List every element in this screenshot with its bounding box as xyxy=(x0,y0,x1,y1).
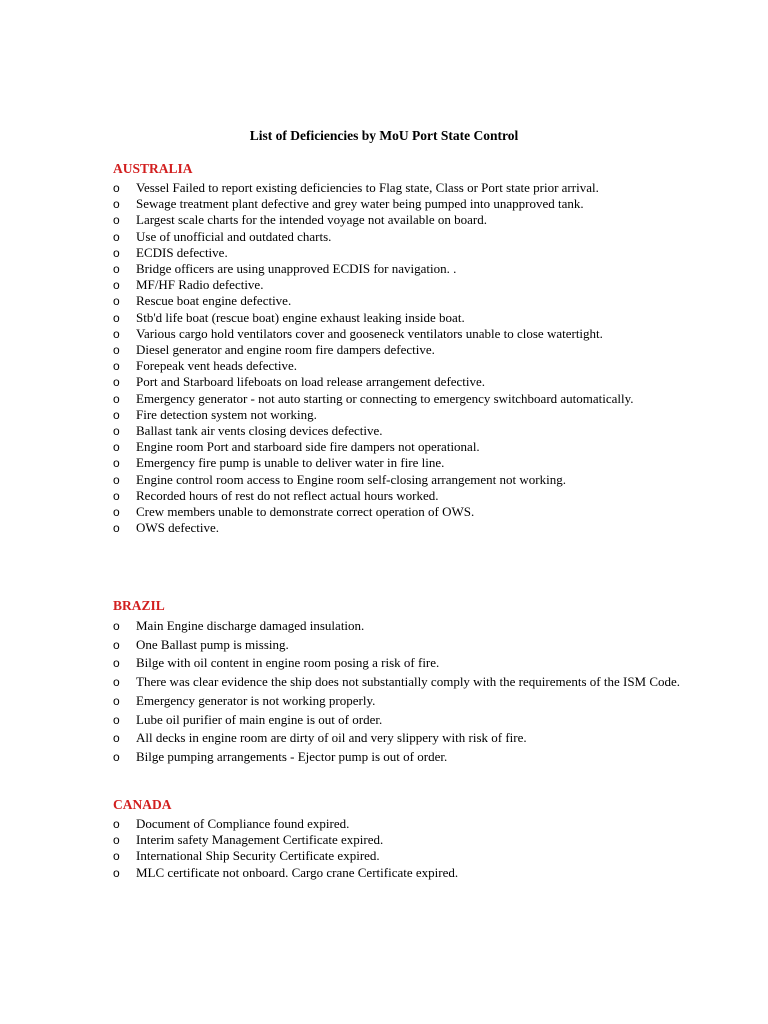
deficiency-item xyxy=(113,245,683,261)
bullet-icon: o xyxy=(113,817,120,831)
document-title: List of Deficiencies by MoU Port State Control xyxy=(249,128,519,143)
deficiency-text: Engine control room access to Engine room self-closing arrangement not working. xyxy=(136,471,566,487)
deficiency-item xyxy=(113,277,683,293)
bullet-icon: o xyxy=(113,213,120,228)
deficiency-item xyxy=(113,261,683,277)
bullet-icon: o xyxy=(113,865,120,880)
bullet-icon: o xyxy=(113,391,120,406)
bullet-icon: o xyxy=(113,181,120,195)
bullet-icon: o xyxy=(113,359,120,374)
deficiency-text: Document of Compliance found expired. xyxy=(136,816,350,831)
section-canada xyxy=(113,796,683,881)
deficiency-text: Main Engine discharge damaged insulation. xyxy=(136,618,365,633)
bullet-icon: o xyxy=(113,343,120,358)
bullet-icon: o xyxy=(113,488,120,503)
bullet-icon: o xyxy=(113,440,120,455)
deficiency-text: Lube oil purifier of main engine is out of order. xyxy=(136,711,383,727)
deficiency-text: Forepeak vent heads defective. xyxy=(136,358,297,374)
deficiency-text: Use of unofficial and outdated charts. xyxy=(136,228,332,244)
bullet-icon: o xyxy=(113,637,120,652)
deficiency-text: Rescue boat engine defective. xyxy=(136,293,292,309)
deficiency-text: Recorded hours of rest do not reflect actual hours worked. xyxy=(136,487,439,503)
deficiency-item xyxy=(113,692,683,711)
bullet-icon: o xyxy=(113,656,120,671)
deficiency-text: Emergency generator - not auto starting or connecting to emergency switchboard automatically. xyxy=(136,390,634,406)
deficiency-item xyxy=(113,636,683,655)
bullet-icon: o xyxy=(113,749,120,764)
deficiency-item xyxy=(113,180,683,196)
deficiency-item xyxy=(113,729,683,748)
deficiency-text: Port and Starboard lifeboats on load release arrangement defective. xyxy=(136,374,486,390)
deficiency-text: OWS defective. xyxy=(136,520,220,536)
section-brazil xyxy=(113,597,683,767)
deficiency-list xyxy=(113,816,683,881)
bullet-icon: o xyxy=(113,731,120,746)
deficiency-text: Sewage treatment plant defective and grey water being pumped into unapproved tank. xyxy=(136,196,584,212)
deficiency-list xyxy=(113,180,683,536)
deficiency-item xyxy=(113,832,683,848)
deficiency-item xyxy=(113,520,683,536)
bullet-icon: o xyxy=(113,472,120,487)
deficiency-text: Crew members unable to demonstrate correct operation of OWS. xyxy=(136,504,475,520)
deficiency-item xyxy=(113,504,683,520)
deficiency-text: MF/HF Radio defective. xyxy=(136,277,264,293)
deficiency-item xyxy=(113,196,683,212)
deficiency-text: Bridge officers are using unapproved ECDIS for navigation. . xyxy=(136,261,457,277)
bullet-icon: o xyxy=(113,229,120,244)
deficiency-item xyxy=(113,865,683,881)
deficiency-text: Interim safety Management Certificate expired. xyxy=(136,832,384,848)
bullet-icon: o xyxy=(113,278,120,293)
section-heading: CANADA xyxy=(113,797,172,812)
deficiency-item xyxy=(113,391,683,407)
bullet-icon: o xyxy=(113,693,120,708)
deficiency-text: Vessel Failed to report existing deficiencies to Flag state, Class or Port state prior arrival. xyxy=(136,180,599,195)
bullet-icon: o xyxy=(113,521,120,536)
deficiency-item xyxy=(113,455,683,471)
bullet-icon: o xyxy=(113,619,120,633)
deficiency-text: Largest scale charts for the intended voyage not available on board. xyxy=(136,212,487,228)
bullet-icon: o xyxy=(113,294,120,309)
deficiency-text: Various cargo hold ventilators cover and gooseneck ventilators unable to close watertight. xyxy=(136,325,603,341)
bullet-icon: o xyxy=(113,849,120,864)
deficiency-item xyxy=(113,748,683,767)
bullet-icon: o xyxy=(113,833,120,848)
deficiency-item xyxy=(113,711,683,730)
deficiency-text: One Ballast pump is missing. xyxy=(136,636,289,652)
deficiency-item xyxy=(113,488,683,504)
bullet-icon: o xyxy=(113,505,120,520)
bullet-icon: o xyxy=(113,424,120,439)
deficiency-text: All decks in engine room are dirty of oil and very slippery with risk of fire. xyxy=(136,730,527,746)
bullet-icon: o xyxy=(113,310,120,325)
bullet-icon: o xyxy=(113,712,120,727)
deficiency-item xyxy=(113,342,683,358)
deficiency-text: Stb'd life boat (rescue boat) engine exhaust leaking inside boat. xyxy=(136,309,465,325)
section-heading: AUSTRALIA xyxy=(113,161,193,176)
deficiency-text: Bilge with oil content in engine room posing a risk of fire. xyxy=(136,655,440,671)
bullet-icon: o xyxy=(113,407,120,422)
deficiency-item xyxy=(113,229,683,245)
deficiency-text: ECDIS defective. xyxy=(136,244,228,260)
deficiency-text: Ballast tank air vents closing devices defective. xyxy=(136,423,383,439)
deficiency-text: Diesel generator and engine room fire dampers defective. xyxy=(136,342,435,358)
deficiency-item xyxy=(113,439,683,455)
deficiency-item xyxy=(113,326,683,342)
deficiency-item xyxy=(113,472,683,488)
deficiency-item xyxy=(113,310,683,326)
section-australia xyxy=(113,160,683,536)
deficiency-item xyxy=(113,848,683,864)
deficiency-item xyxy=(113,816,683,832)
deficiency-list xyxy=(113,617,683,767)
deficiency-text: International Ship Security Certificate expired. xyxy=(136,848,380,864)
deficiency-text: Engine room Port and starboard side fire dampers not operational. xyxy=(136,439,480,455)
deficiency-item xyxy=(113,407,683,423)
deficiency-item xyxy=(113,654,683,673)
bullet-icon: o xyxy=(113,197,120,212)
deficiency-item xyxy=(113,673,683,692)
bullet-icon: o xyxy=(113,245,120,260)
deficiency-item xyxy=(113,212,683,228)
deficiency-item xyxy=(113,423,683,439)
deficiency-text: Emergency generator is not working properly. xyxy=(136,692,376,708)
deficiency-text: There was clear evidence the ship does not substantially comply with the requirements of the ISM Code. xyxy=(136,674,681,690)
bullet-icon: o xyxy=(113,456,120,471)
deficiency-item xyxy=(113,617,683,636)
section-heading: BRAZIL xyxy=(113,598,165,613)
deficiency-item xyxy=(113,374,683,390)
bullet-icon: o xyxy=(113,326,120,341)
deficiency-text: Fire detection system not working. xyxy=(136,406,317,422)
deficiency-text: Bilge pumping arrangements - Ejector pump is out of order. xyxy=(136,748,448,764)
bullet-icon: o xyxy=(113,675,120,690)
deficiency-text: MLC certificate not onboard. Cargo crane Certificate expired. xyxy=(136,864,459,880)
bullet-icon: o xyxy=(113,262,120,277)
deficiency-item xyxy=(113,358,683,374)
deficiency-text: Emergency fire pump is unable to deliver water in fire line. xyxy=(136,455,445,471)
deficiency-item xyxy=(113,293,683,309)
bullet-icon: o xyxy=(113,375,120,390)
